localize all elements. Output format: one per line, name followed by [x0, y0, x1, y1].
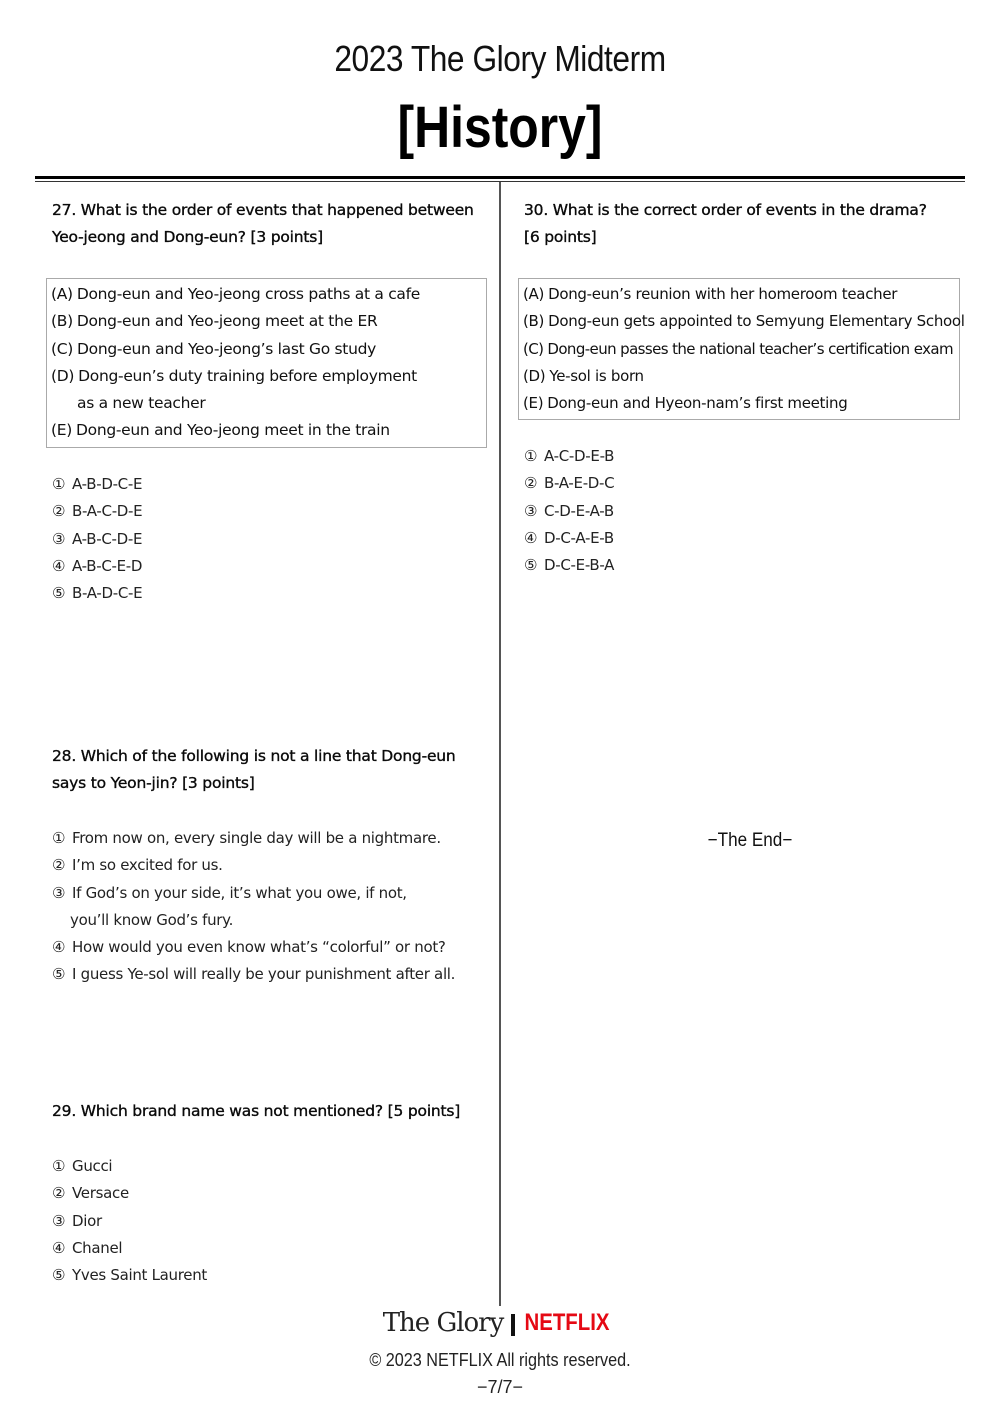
footer-logos — [0, 1308, 1000, 1338]
answer-option[interactable]: ③ C-D-E-A-B — [524, 501, 614, 520]
answer-option[interactable]: ① A-B-D-C-E — [52, 475, 143, 493]
event-item: (E) Dong-eun and Yeo-jeong meet in the train — [51, 421, 390, 440]
the-end-label: −The End− — [707, 830, 793, 851]
answer-option[interactable]: ② I’m so excited for us. — [52, 856, 223, 875]
question-29-options — [52, 1153, 492, 1289]
answer-option[interactable]: ② Versace — [52, 1184, 129, 1203]
question-30-title: 30. What is the correct order of events in the drama? [6 points] — [524, 201, 927, 247]
event-item: (D) Ye-sol is born — [523, 366, 644, 385]
event-item: (C) Dong-eun and Yeo-jeong’s last Go study — [51, 339, 377, 358]
answer-option[interactable]: ③ If God’s on your side, it’s what you owe, if not, — [52, 883, 407, 902]
question-30-options — [524, 443, 964, 579]
answer-option[interactable]: ④ A-B-C-E-D — [52, 556, 143, 575]
answer-option[interactable]: ② B-A-E-D-C — [524, 474, 615, 493]
question-28 — [52, 743, 492, 798]
event-item: (D) Dong-eun’s duty training before employment — [51, 366, 417, 385]
header-rule-thick — [35, 176, 965, 179]
answer-option[interactable]: ⑤ I guess Ye-sol will really be your punishment after all. — [52, 965, 456, 984]
question-27-options — [52, 471, 492, 607]
answer-option[interactable]: ① From now on, every single day will be a nightmare. — [52, 829, 441, 847]
question-27-events-box — [46, 278, 487, 448]
event-item-continuation: as a new teacher — [77, 394, 206, 413]
the-glory-logo: The Glory — [382, 1308, 504, 1338]
copyright-notice: © 2023 NETFLIX All rights reserved. — [369, 1350, 631, 1370]
answer-option[interactable]: ④ How would you even know what’s “colorful” or not? — [52, 938, 446, 957]
answer-option[interactable]: ① A-C-D-E-B — [524, 447, 615, 465]
question-30-events-box — [518, 278, 965, 420]
page-number: −7/7− — [476, 1377, 524, 1397]
logo-separator — [511, 1314, 515, 1336]
question-29-title: 29. Which brand name was not mentioned? [5 points] — [52, 1102, 461, 1120]
event-item: (A) Dong-eun’s reunion with her homeroom teacher — [523, 285, 898, 303]
event-item: (B) Dong-eun and Yeo-jeong meet at the ER — [51, 312, 378, 331]
question-27-title: 27. What is the order of events that happened between Yeo-jeong and Dong-eun? [3 points] — [52, 201, 474, 247]
exam-subject-title: [History] — [397, 95, 603, 160]
question-30 — [524, 197, 964, 252]
question-27 — [52, 197, 492, 252]
exam-subtitle: 2023 The Glory Midterm — [334, 38, 666, 79]
question-28-options — [52, 825, 492, 989]
event-item: (C) Dong-eun passes the national teacher’s certification exam — [523, 339, 953, 358]
event-item: (B) Dong-eun gets appointed to Semyung Elementary School — [523, 312, 965, 331]
answer-option[interactable]: ⑤ B-A-D-C-E — [52, 584, 143, 603]
answer-option[interactable]: ④ D-C-A-E-B — [524, 528, 614, 547]
answer-option[interactable]: ② B-A-C-D-E — [52, 502, 143, 521]
event-item: (E) Dong-eun and Hyeon-nam’s first meeting — [523, 394, 848, 413]
column-divider — [499, 182, 501, 1306]
answer-option[interactable]: ⑤ D-C-E-B-A — [524, 556, 615, 575]
netflix-logo: NETFLIX — [524, 1309, 610, 1336]
question-28-title: 28. Which of the following is not a line that Dong-eun says to Yeon-jin? [3 points] — [52, 747, 456, 793]
answer-option[interactable]: ④ Chanel — [52, 1238, 123, 1257]
answer-option-continuation: you’ll know God’s fury. — [70, 910, 234, 929]
answer-option[interactable]: ⑤ Yves Saint Laurent — [52, 1266, 207, 1285]
answer-option[interactable]: ③ A-B-C-D-E — [52, 529, 143, 548]
answer-option[interactable]: ① Gucci — [52, 1157, 113, 1175]
question-29 — [52, 1098, 492, 1125]
event-item: (A) Dong-eun and Yeo-jeong cross paths at a cafe — [51, 285, 421, 303]
answer-option[interactable]: ③ Dior — [52, 1211, 102, 1230]
